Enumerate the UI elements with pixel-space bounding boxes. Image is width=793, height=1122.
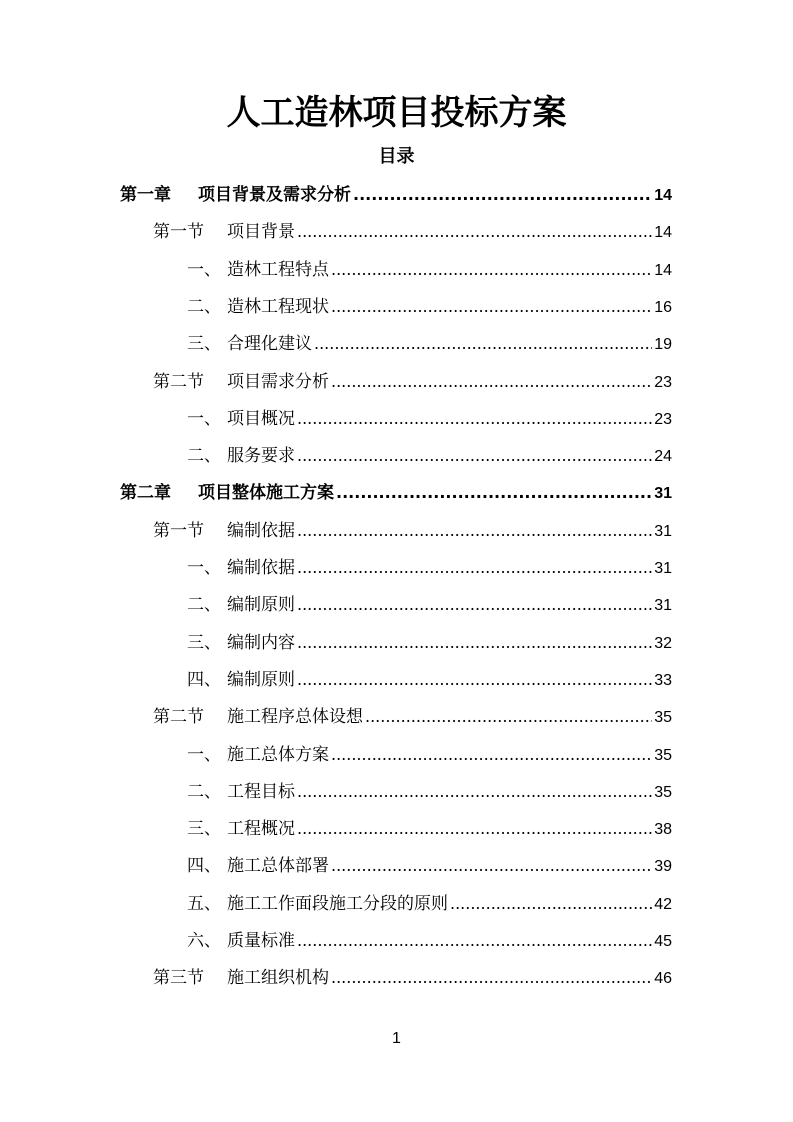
toc-entry-page: 31 — [654, 522, 672, 540]
toc-entry-text: 造林工程特点 — [227, 259, 329, 280]
toc-entry-number: 四、 — [187, 856, 221, 877]
toc-entry-number: 第三节 — [153, 968, 204, 989]
toc-entry-label — [187, 289, 329, 326]
toc-dot-leader — [297, 512, 652, 549]
toc-dot-leader — [450, 885, 652, 922]
toc-entry-page: 16 — [654, 298, 672, 316]
toc-dot-leader — [297, 586, 652, 623]
toc-entry-label — [120, 177, 351, 214]
toc-entry-text: 造林工程现状 — [227, 296, 329, 317]
toc-entry-number: 三、 — [187, 334, 221, 355]
toc-dot-leader — [297, 213, 652, 250]
toc-entry-page: 31 — [654, 485, 672, 503]
toc-entry-number: 第一节 — [153, 520, 204, 541]
toc-entry-label — [153, 960, 329, 997]
toc-entry[interactable] — [187, 325, 672, 362]
toc-entry[interactable] — [187, 586, 672, 623]
toc-dot-leader — [353, 176, 652, 213]
toc-entry-text: 编制依据 — [227, 558, 295, 578]
toc-entry-number: 二、 — [187, 446, 221, 467]
toc-entry-text: 项目背景 — [227, 222, 295, 243]
toc-entry[interactable] — [187, 661, 672, 698]
toc-entry-number: 第一章 — [120, 185, 171, 205]
toc-dot-leader — [331, 363, 652, 400]
toc-dot-leader — [297, 922, 652, 959]
toc-entry-page: 42 — [654, 895, 672, 913]
toc-entry-text: 编制依据 — [227, 520, 295, 541]
toc-entry-text: 合理化建议 — [227, 334, 312, 355]
toc-entry[interactable] — [120, 176, 672, 213]
toc-entry[interactable] — [153, 959, 672, 996]
toc-dot-leader — [314, 325, 652, 362]
toc-entry[interactable] — [187, 288, 672, 325]
toc-dot-leader — [297, 624, 652, 661]
toc-entry[interactable] — [153, 698, 672, 735]
toc-entry-label — [187, 625, 295, 662]
toc-entry[interactable] — [187, 847, 672, 884]
toc-entry-number: 二、 — [187, 296, 221, 317]
toc-entry-text: 项目需求分析 — [227, 371, 329, 392]
toc-entry[interactable] — [187, 810, 672, 847]
toc-entry-number: 四、 — [187, 669, 221, 690]
toc-entry-text: 施工程序总体设想 — [227, 707, 363, 728]
toc-dot-leader — [331, 847, 652, 884]
toc-entry-number: 三、 — [187, 819, 221, 840]
toc-entry-number: 第二章 — [120, 483, 171, 504]
toc-entry-number: 第二节 — [153, 371, 204, 392]
toc-entry[interactable] — [153, 512, 672, 549]
toc-entry[interactable] — [187, 251, 672, 288]
toc-entry-label — [187, 662, 295, 699]
toc-entry-text: 施工工作面段施工分段的原则 — [227, 893, 448, 914]
toc-entry-page: 38 — [654, 821, 672, 839]
toc-entry-page: 19 — [654, 336, 672, 354]
toc-entry[interactable] — [187, 885, 672, 922]
toc-dot-leader — [331, 736, 652, 773]
toc-dot-leader — [297, 773, 652, 810]
toc-dot-leader — [297, 400, 652, 437]
toc-dot-leader — [365, 698, 652, 735]
toc-dot-leader — [297, 810, 652, 847]
toc-dot-leader — [336, 474, 652, 511]
toc-entry[interactable] — [187, 773, 672, 810]
toc-entry-label — [187, 737, 329, 774]
toc-entry-label — [187, 848, 329, 885]
toc-entry-number: 六、 — [187, 931, 221, 951]
toc-entry[interactable] — [120, 474, 672, 511]
toc-entry-page: 14 — [654, 261, 672, 279]
toc-entry[interactable] — [187, 549, 672, 586]
toc-entry-text: 服务要求 — [227, 446, 295, 467]
toc-entry-page: 14 — [654, 187, 672, 204]
toc-entry-page: 14 — [654, 224, 672, 242]
toc-entry-label — [187, 811, 295, 848]
page-number: 1 — [392, 1030, 401, 1047]
toc-entry-page: 31 — [654, 597, 672, 615]
toc-entry-text: 施工组织机构 — [227, 968, 329, 989]
toc-entry-text: 项目整体施工方案 — [198, 483, 334, 504]
toc-entry[interactable] — [187, 437, 672, 474]
document-title: 人工造林项目投标方案 — [226, 93, 567, 133]
toc-entry[interactable] — [187, 624, 672, 661]
toc-entry-label — [153, 513, 295, 550]
toc-entry-label — [187, 438, 295, 475]
toc-entry-label — [120, 475, 334, 512]
toc-dot-leader — [331, 288, 652, 325]
toc-dot-leader — [297, 437, 652, 474]
toc-entry-label — [187, 923, 295, 960]
toc-entry-page: 45 — [654, 933, 672, 950]
toc-entry[interactable] — [187, 922, 672, 959]
toc-dot-leader — [331, 251, 652, 288]
toc-entry-label — [187, 886, 448, 923]
toc-entry-label — [153, 214, 295, 251]
toc-dot-leader — [331, 959, 652, 996]
toc-entry[interactable] — [187, 400, 672, 437]
toc-entry-page: 24 — [654, 448, 672, 466]
toc-entry-page: 31 — [654, 560, 672, 577]
toc-entry-page: 46 — [654, 970, 672, 988]
toc-entry-number: 三、 — [187, 632, 221, 653]
toc-entry-number: 第二节 — [153, 707, 204, 728]
toc-entry-label — [187, 587, 295, 624]
toc-entry-page: 35 — [654, 783, 672, 801]
toc-entry-text: 项目概况 — [227, 408, 295, 429]
toc-dot-leader — [297, 661, 652, 698]
toc-entry-label — [153, 364, 329, 401]
toc-entry[interactable] — [153, 363, 672, 400]
toc-entry-number: 一、 — [187, 408, 221, 429]
toc-heading: 目录 — [378, 146, 415, 167]
toc-entry-label — [187, 774, 295, 811]
toc-entry-label — [187, 550, 295, 587]
toc-entry-text: 工程概况 — [227, 819, 295, 840]
toc-entry-number: 一、 — [187, 744, 221, 765]
toc-entry-number: 二、 — [187, 781, 221, 802]
toc-entry-text: 编制内容 — [227, 632, 295, 653]
toc-entry-number: 一、 — [187, 259, 221, 280]
toc-entry-text: 编制原则 — [227, 669, 295, 690]
toc-entry-page: 32 — [654, 634, 672, 652]
toc-entry-number: 五、 — [187, 893, 221, 914]
toc-entry-label — [187, 401, 295, 438]
toc-entry-text: 工程目标 — [227, 781, 295, 802]
toc-entry-page: 35 — [654, 709, 672, 727]
toc-entry-text: 项目背景及需求分析 — [198, 185, 351, 205]
toc-entry-label — [187, 252, 329, 289]
toc-entry-number: 二、 — [187, 595, 221, 616]
toc-entry-number: 一、 — [187, 558, 221, 578]
toc-entry-label — [187, 326, 312, 363]
toc-entry-number: 第一节 — [153, 222, 204, 243]
toc-entry-page: 23 — [654, 410, 672, 428]
toc-entry[interactable] — [187, 736, 672, 773]
toc-entry-text: 施工总体方案 — [227, 744, 329, 765]
toc-entry-page: 23 — [654, 373, 672, 391]
toc-entry-text: 施工总体部署 — [227, 856, 329, 877]
toc-entry-page: 39 — [654, 858, 672, 876]
toc-entry-page: 33 — [654, 671, 672, 689]
toc-dot-leader — [297, 549, 652, 586]
toc-entry-page: 35 — [654, 746, 672, 764]
toc-entry-text: 质量标准 — [227, 931, 295, 951]
toc-entry-text: 编制原则 — [227, 595, 295, 616]
toc-entry[interactable] — [153, 213, 672, 250]
toc-entry-label — [153, 699, 363, 736]
